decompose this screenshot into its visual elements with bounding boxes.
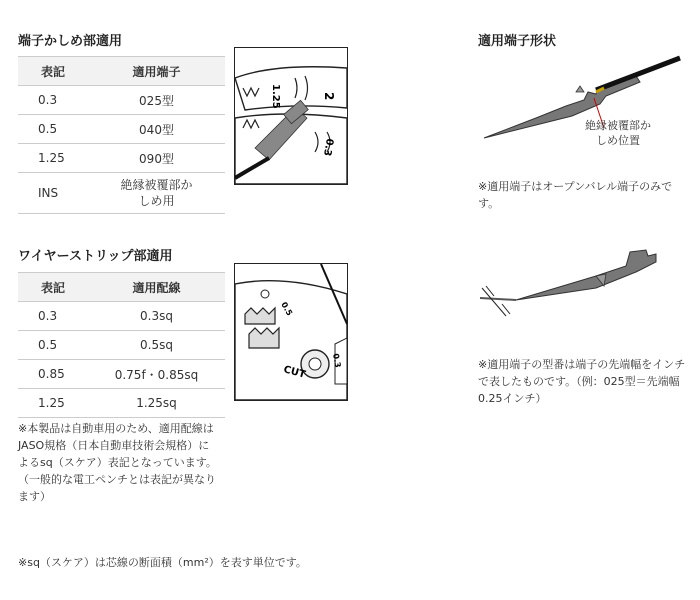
wire-cell: 0.75f・0.85sq	[88, 360, 225, 389]
mark-cell: 0.3	[18, 302, 88, 331]
table-row	[18, 360, 225, 389]
terminal-cell: 040型	[88, 115, 225, 144]
crimp-tool-image	[234, 47, 348, 185]
shape-section-title: 適用端子形状	[478, 34, 557, 49]
terminal-cell: 025型	[88, 86, 225, 115]
tool-mark-0-3: 0.3	[320, 137, 335, 157]
column-header-mark: 表記	[18, 273, 88, 302]
table-row	[18, 173, 225, 214]
strip-section-title: ワイヤーストリップ部適用	[18, 249, 173, 264]
table-row	[18, 331, 225, 360]
tool-mark-2: 2	[322, 92, 336, 101]
shape-note-1: ※適用端子はオープンバレル端子のみです。	[478, 180, 673, 210]
wire-cell: 1.25sq	[88, 389, 225, 418]
wire-cell: 0.5sq	[88, 331, 225, 360]
mark-cell: INS	[18, 173, 88, 214]
table-row	[18, 302, 225, 331]
column-header-wire: 適用配線	[88, 273, 225, 302]
strip-tool-image	[234, 263, 348, 401]
tool-mark-0-3: 0.3	[331, 352, 343, 369]
crimp-position-callout: 絶縁被覆部かしめ位置	[585, 119, 651, 147]
crimp-table	[18, 56, 225, 214]
shape-note-2: ※適用端子の型番は端子の先端幅をインチで表したものです。（例：025型＝先端幅0.25インチ）	[478, 358, 686, 405]
mark-cell: 1.25	[18, 389, 88, 418]
column-header-terminal: 適用端子	[88, 57, 225, 86]
terminal-cell: 090型	[88, 144, 225, 173]
wire-cell: 0.3sq	[88, 302, 225, 331]
table-row	[18, 86, 225, 115]
mark-cell: 1.25	[18, 144, 88, 173]
mark-cell: 0.5	[18, 115, 88, 144]
sq-note: ※sq（スケア）は芯線の断面積（mm²）を表す単位です。	[18, 556, 307, 569]
auto-note: ※本製品は自動車用のため、適用配線はJASO規格（日本自動車技術会規格）によるsq（スケア）表記となっています。（一般的な電工ペンチとは表記が異なります）	[18, 422, 217, 503]
terminal-image-1	[476, 52, 682, 172]
terminal-cell: 絶縁被覆部かしめ用	[88, 173, 225, 214]
column-header-mark: 表記	[18, 57, 88, 86]
mark-cell: 0.85	[18, 360, 88, 389]
tool-mark-0-5: 0.5	[279, 300, 295, 318]
terminal-image-2	[476, 232, 682, 342]
tool-mark-1-25: 1.25	[270, 84, 281, 109]
table-header-row	[18, 273, 225, 302]
table-row	[18, 389, 225, 418]
mark-cell: 0.5	[18, 331, 88, 360]
table-row	[18, 144, 225, 173]
mark-cell: 0.3	[18, 86, 88, 115]
table-row	[18, 115, 225, 144]
table-header-row	[18, 57, 225, 86]
crimp-section-title: 端子かしめ部適用	[18, 34, 123, 49]
tool-mark-cut: CUT	[282, 364, 307, 381]
strip-table	[18, 272, 225, 418]
